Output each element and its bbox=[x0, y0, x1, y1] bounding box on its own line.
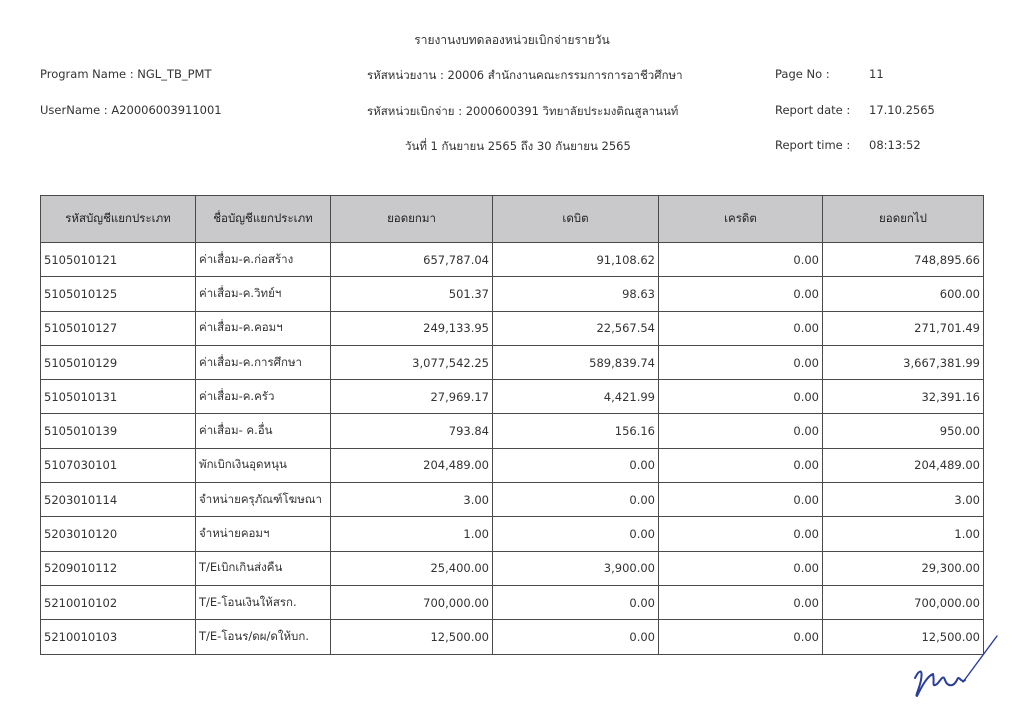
cell-closing-balance: 3.00 bbox=[823, 483, 984, 517]
table-row bbox=[41, 483, 984, 517]
table-row bbox=[41, 517, 984, 551]
cell-closing-balance: 3,667,381.99 bbox=[823, 345, 984, 379]
cell-credit: 0.00 bbox=[659, 345, 823, 379]
header-credit: เครดิต bbox=[659, 196, 823, 243]
cell-account-name: T/Eเบิกเกินส่งคืน bbox=[196, 551, 331, 585]
cell-account-name: ค่าเสื่อม-ค.คอมฯ bbox=[196, 311, 331, 345]
cell-opening-balance: 3,077,542.25 bbox=[331, 345, 493, 379]
table-row bbox=[41, 585, 984, 619]
cell-account-name: T/E-โอนเงินให้สรก. bbox=[196, 585, 331, 619]
report-date: 17.10.2565 bbox=[869, 103, 935, 117]
report-title: รายงานงบทดลองหน่วยเบิกจ่ายรายวัน bbox=[414, 33, 610, 47]
cell-closing-balance: 950.00 bbox=[823, 414, 984, 448]
page-number: 11 bbox=[869, 67, 884, 81]
cell-opening-balance: 27,969.17 bbox=[331, 380, 493, 414]
report-time: 08:13:52 bbox=[869, 138, 921, 152]
cell-closing-balance: 204,489.00 bbox=[823, 448, 984, 482]
cell-account-code: 5105010129 bbox=[41, 345, 196, 379]
cell-credit: 0.00 bbox=[659, 277, 823, 311]
cell-credit: 0.00 bbox=[659, 585, 823, 619]
cell-opening-balance: 657,787.04 bbox=[331, 243, 493, 277]
cell-opening-balance: 249,133.95 bbox=[331, 311, 493, 345]
cell-credit: 0.00 bbox=[659, 311, 823, 345]
username: UserName : A20006003911001 bbox=[40, 103, 222, 117]
cell-account-code: 5105010121 bbox=[41, 243, 196, 277]
cell-account-name: พักเบิกเงินอุดหนุน bbox=[196, 448, 331, 482]
cell-account-name: ค่าเสื่อม-ค.ก่อสร้าง bbox=[196, 243, 331, 277]
cell-opening-balance: 12,500.00 bbox=[331, 620, 493, 654]
table-row bbox=[41, 414, 984, 448]
cell-debit: 98.63 bbox=[493, 277, 659, 311]
cell-debit: 589,839.74 bbox=[493, 345, 659, 379]
cell-account-name: จำหน่ายครุภัณฑ์โฆษณา bbox=[196, 483, 331, 517]
cell-closing-balance: 700,000.00 bbox=[823, 585, 984, 619]
cell-closing-balance: 600.00 bbox=[823, 277, 984, 311]
cell-account-code: 5105010139 bbox=[41, 414, 196, 448]
table-row bbox=[41, 277, 984, 311]
cell-account-code: 5105010127 bbox=[41, 311, 196, 345]
cell-opening-balance: 1.00 bbox=[331, 517, 493, 551]
cell-debit: 91,108.62 bbox=[493, 243, 659, 277]
header-closing-balance: ยอดยกไป bbox=[823, 196, 984, 243]
cell-opening-balance: 204,489.00 bbox=[331, 448, 493, 482]
cell-account-code: 5209010112 bbox=[41, 551, 196, 585]
cell-credit: 0.00 bbox=[659, 448, 823, 482]
cell-account-name: ค่าเสื่อม-ค.วิทย์ฯ bbox=[196, 277, 331, 311]
cell-credit: 0.00 bbox=[659, 517, 823, 551]
table-row bbox=[41, 380, 984, 414]
cell-account-code: 5210010103 bbox=[41, 620, 196, 654]
cell-credit: 0.00 bbox=[659, 380, 823, 414]
cell-debit: 0.00 bbox=[493, 620, 659, 654]
cell-credit: 0.00 bbox=[659, 551, 823, 585]
cell-account-name: ค่าเสื่อม-ค.ครัว bbox=[196, 380, 331, 414]
cell-debit: 156.16 bbox=[493, 414, 659, 448]
cell-debit: 0.00 bbox=[493, 483, 659, 517]
cell-debit: 22,567.54 bbox=[493, 311, 659, 345]
cell-closing-balance: 29,300.00 bbox=[823, 551, 984, 585]
program-name: Program Name : NGL_TB_PMT bbox=[40, 67, 212, 81]
trial-balance-table bbox=[40, 195, 984, 655]
handwritten-signature bbox=[905, 630, 1000, 705]
header-opening-balance: ยอดยกมา bbox=[331, 196, 493, 243]
cell-account-code: 5203010114 bbox=[41, 483, 196, 517]
disbursing-unit-code: รหัสหน่วยเบิกจ่าย : 2000600391 วิทยาลัยประมงติณสูลานนท์ bbox=[367, 104, 679, 118]
table-header-row bbox=[41, 196, 984, 243]
cell-account-name: ค่าเสื่อม- ค.อื่น bbox=[196, 414, 331, 448]
cell-closing-balance: 1.00 bbox=[823, 517, 984, 551]
cell-closing-balance: 748,895.66 bbox=[823, 243, 984, 277]
cell-opening-balance: 793.84 bbox=[331, 414, 493, 448]
cell-closing-balance: 12,500.00 bbox=[823, 620, 984, 654]
report-date-label: Report date : bbox=[775, 103, 851, 117]
cell-account-code: 5105010131 bbox=[41, 380, 196, 414]
cell-credit: 0.00 bbox=[659, 483, 823, 517]
report-time-label: Report time : bbox=[775, 138, 851, 152]
header-debit: เดบิต bbox=[493, 196, 659, 243]
cell-opening-balance: 3.00 bbox=[331, 483, 493, 517]
table-row bbox=[41, 311, 984, 345]
cell-opening-balance: 700,000.00 bbox=[331, 585, 493, 619]
cell-debit: 0.00 bbox=[493, 517, 659, 551]
table-row bbox=[41, 620, 984, 654]
cell-account-code: 5107030101 bbox=[41, 448, 196, 482]
cell-debit: 4,421.99 bbox=[493, 380, 659, 414]
agency-code: รหัสหน่วยงาน : 20006 สำนักงานคณะกรรมการการอาชีวศึกษา bbox=[367, 68, 683, 82]
header-account-name: ชื่อบัญชีแยกประเภท bbox=[196, 196, 331, 243]
cell-debit: 0.00 bbox=[493, 448, 659, 482]
cell-account-name: จำหน่ายคอมฯ bbox=[196, 517, 331, 551]
cell-opening-balance: 25,400.00 bbox=[331, 551, 493, 585]
table-row bbox=[41, 551, 984, 585]
table-row bbox=[41, 345, 984, 379]
cell-account-code: 5105010125 bbox=[41, 277, 196, 311]
header-account-code: รหัสบัญชีแยกประเภท bbox=[41, 196, 196, 243]
cell-credit: 0.00 bbox=[659, 243, 823, 277]
cell-closing-balance: 271,701.49 bbox=[823, 311, 984, 345]
report-period: วันที่ 1 กันยายน 2565 ถึง 30 กันยายน 2565 bbox=[405, 139, 631, 153]
cell-account-code: 5203010120 bbox=[41, 517, 196, 551]
cell-credit: 0.00 bbox=[659, 620, 823, 654]
cell-credit: 0.00 bbox=[659, 414, 823, 448]
cell-opening-balance: 501.37 bbox=[331, 277, 493, 311]
cell-account-name: ค่าเสื่อม-ค.การศึกษา bbox=[196, 345, 331, 379]
table-row bbox=[41, 243, 984, 277]
cell-account-code: 5210010102 bbox=[41, 585, 196, 619]
table-row bbox=[41, 448, 984, 482]
cell-debit: 3,900.00 bbox=[493, 551, 659, 585]
cell-debit: 0.00 bbox=[493, 585, 659, 619]
cell-closing-balance: 32,391.16 bbox=[823, 380, 984, 414]
cell-account-name: T/E-โอนร/ดผ/ดให้บก. bbox=[196, 620, 331, 654]
page-label: Page No : bbox=[775, 67, 830, 81]
